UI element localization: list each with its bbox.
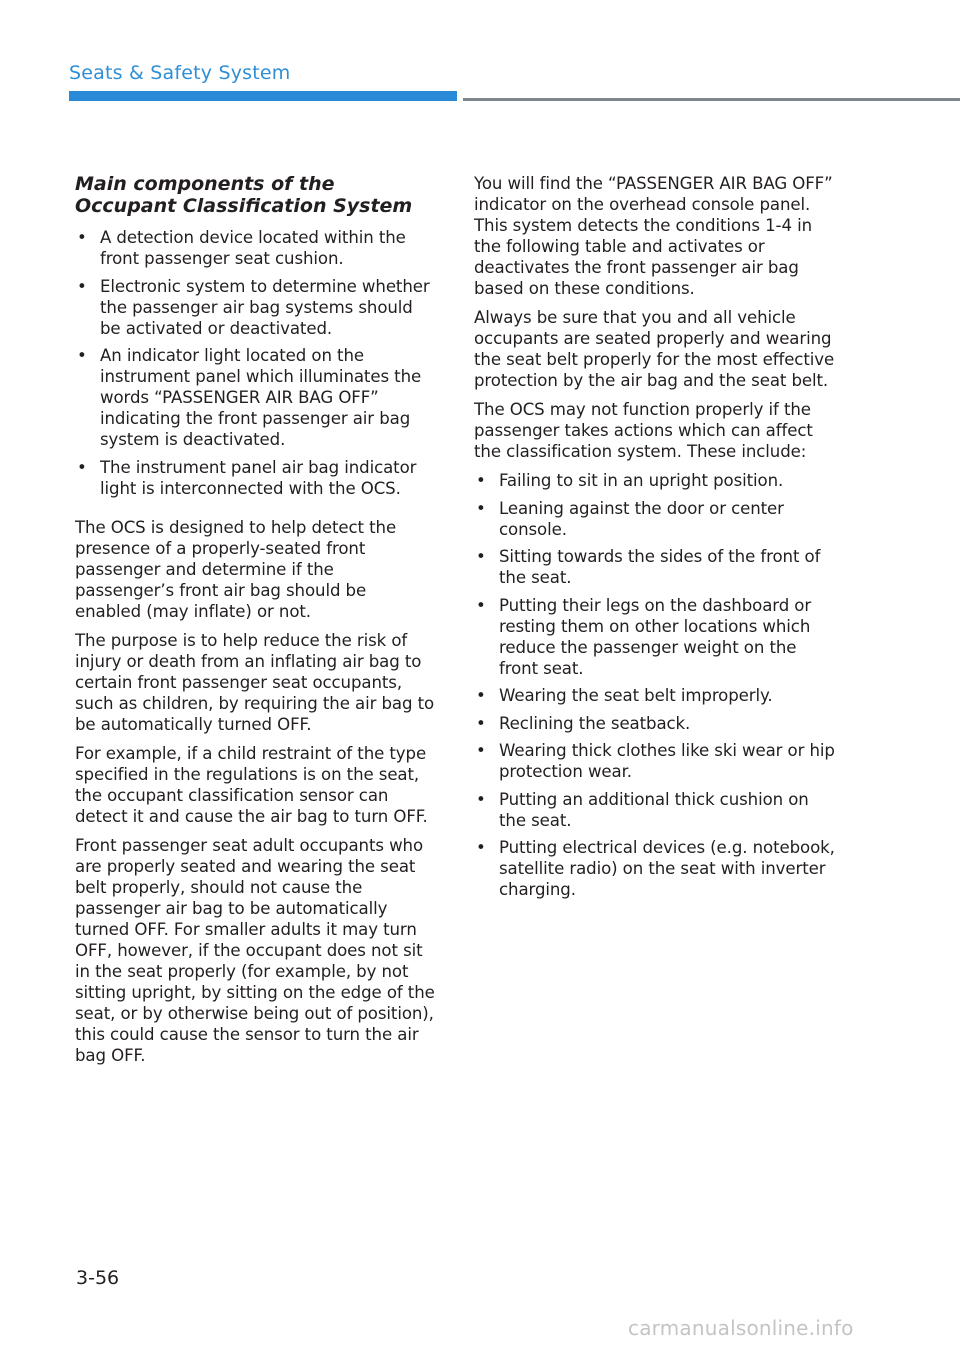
bullet-icon: •	[476, 595, 486, 615]
list-item	[474, 470, 836, 491]
list-item-text: Sitting towards the sides of the front of the seat.	[499, 547, 821, 587]
body-paragraph: Front passenger seat adult occupants who are properly seated and wearing the seat belt properly, should not cause the passenger air bag to be automatically turned OFF. For smaller adults it may turn OFF, however, if the occupant does not sit in the seat properly (for example, by not sitting upright, by sitting on the edge of the seat, or by otherwise being out of position), this could cause the sensor to turn the air bag OFF.	[75, 835, 435, 1065]
list-item-text: An indicator light located on the instrument panel which illuminates the words “PASSENGER AIR BAG OFF” indicating the front passenger air bag system is deactivated.	[100, 346, 422, 449]
body-paragraph: You will find the “PASSENGER AIR BAG OFF” indicator on the overhead console panel. This system detects the conditions 1-4 in the following table and activates or deactivates the front passenger air bag based on these conditions.	[474, 174, 833, 298]
bullet-icon: •	[476, 741, 486, 760]
bullet-icon: •	[476, 838, 486, 857]
bullet-icon: •	[476, 471, 486, 490]
list-item-text: Failing to sit in an upright position.	[499, 471, 784, 490]
list-item	[474, 546, 836, 588]
left-column	[75, 173, 437, 1074]
list-item	[474, 595, 836, 679]
list-item-text: Putting electrical devices (e.g. notebook, satellite radio) on the seat with inverter charging.	[499, 838, 835, 899]
list-item	[474, 740, 836, 782]
list-item	[75, 457, 437, 499]
page-number: 3-56	[76, 1267, 120, 1289]
list-item	[474, 837, 836, 900]
right-column	[474, 173, 836, 907]
bullet-icon: •	[476, 713, 486, 733]
bullet-icon: •	[77, 228, 87, 247]
header-rule	[463, 98, 960, 101]
list-item-text: Wearing the seat belt improperly.	[499, 686, 773, 705]
list-item-text: The instrument panel air bag indicator light is interconnected with the OCS.	[100, 457, 417, 498]
watermark: carmanualsonline.info	[628, 1316, 854, 1340]
bullet-icon: •	[476, 789, 486, 809]
bullet-icon: •	[476, 547, 486, 566]
list-item	[75, 276, 437, 339]
body-paragraph: Always be sure that you and all vehicle occupants are seated properly and wearing the seat belt properly for the most effective protection by the air bag and the seat belt.	[474, 308, 835, 390]
bullet-icon: •	[476, 498, 486, 518]
improper-actions-list	[474, 470, 836, 900]
body-paragraph: The purpose is to help reduce the risk of injury or death from an inflating air bag to certain front passenger seat occupants, such as children, by requiring the air bag to be automatically turned OFF.	[75, 630, 435, 734]
list-item-text: A detection device located within the front passenger seat cushion.	[100, 228, 406, 268]
list-item	[474, 498, 836, 540]
list-item-text: Putting an additional thick cushion on the seat.	[499, 789, 809, 830]
list-item-text: Electronic system to determine whether the passenger air bag systems should be activated or deactivated.	[100, 276, 430, 338]
bullet-icon: •	[77, 346, 87, 365]
subsection-heading: Main components of the Occupant Classification System	[75, 173, 413, 217]
list-item	[474, 789, 836, 831]
body-paragraph: The OCS is designed to help detect the presence of a properly-seated front passenger and determine if the passenger’s front air bag should be enabled (may inflate) or not.	[75, 517, 397, 621]
components-list	[75, 227, 437, 499]
bullet-icon: •	[77, 276, 87, 296]
list-item-text: Leaning against the door or center console.	[499, 498, 784, 539]
bullet-icon: •	[77, 457, 87, 477]
list-item-text: Wearing thick clothes like ski wear or hip protection wear.	[499, 741, 835, 781]
list-item	[474, 685, 836, 706]
list-item-text: Putting their legs on the dashboard or resting them on other locations which reduce the passenger weight on the front seat.	[499, 595, 812, 678]
body-paragraph: For example, if a child restraint of the type specified in the regulations is on the seat, the occupant classification sensor can detect it and cause the air bag to turn OFF.	[75, 743, 428, 826]
list-item	[474, 713, 836, 734]
bullet-icon: •	[476, 686, 486, 705]
list-item	[75, 227, 437, 269]
list-item	[75, 345, 437, 450]
body-paragraph: The OCS may not function properly if the passenger takes actions which can affect the classification system. These include:	[474, 400, 813, 461]
header-rule-accent	[69, 91, 457, 101]
section-title: Seats & Safety System	[69, 62, 291, 84]
list-item-text: Reclining the seatback.	[499, 713, 691, 733]
